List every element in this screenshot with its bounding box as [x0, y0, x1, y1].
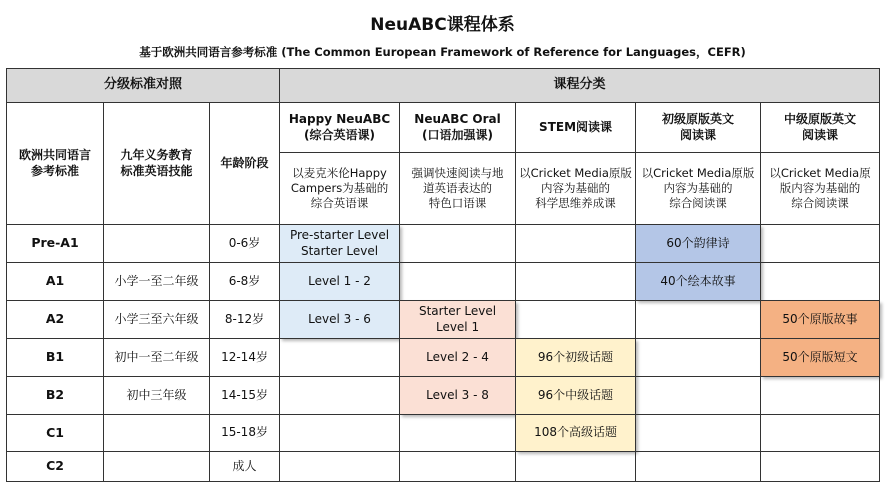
course-desc-happy: 以麦克米伦Happy Campers为基础的 综合英语课 — [280, 153, 400, 225]
empty-cell — [400, 225, 516, 263]
cefr-level: C2 — [7, 452, 104, 482]
header-age: 年龄阶段 — [210, 103, 280, 225]
table-row — [7, 452, 880, 482]
stem-b1-cell: 96个初级话题 — [516, 339, 636, 377]
primary-a1-cell: 40个绘本故事 — [636, 263, 761, 301]
school-standard — [104, 415, 210, 452]
happy-prea1-cell: Pre-starter Level Starter Level — [280, 225, 400, 263]
empty-cell — [280, 452, 400, 482]
cefr-level: Pre-A1 — [7, 225, 104, 263]
table-row — [7, 339, 880, 377]
empty-cell — [761, 415, 880, 452]
empty-cell — [761, 452, 880, 482]
empty-cell — [636, 415, 761, 452]
age-range: 12-14岁 — [210, 339, 280, 377]
oral-a2-cell: Starter Level Level 1 — [400, 301, 516, 339]
cefr-level: C1 — [7, 415, 104, 452]
school-standard — [104, 225, 210, 263]
school-standard: 初中一至二年级 — [104, 339, 210, 377]
age-range: 8-12岁 — [210, 301, 280, 339]
empty-cell — [636, 339, 761, 377]
cefr-level: B2 — [7, 377, 104, 415]
age-range: 15-18岁 — [210, 415, 280, 452]
age-range: 6-8岁 — [210, 263, 280, 301]
course-name-happy: Happy NeuABC (综合英语课) — [280, 103, 400, 153]
intermediate-b1-cell: 50个原版短文 — [761, 339, 880, 377]
course-desc-stem: 以Cricket Media原版 内容为基础的 科学思维养成课 — [516, 153, 636, 225]
table-row — [7, 415, 880, 452]
happy-a2-cell: Level 3 - 6 — [280, 301, 400, 339]
school-standard: 初中三年级 — [104, 377, 210, 415]
stem-b2-cell: 96个中级话题 — [516, 377, 636, 415]
course-name-primary-reading: 初级原版英文 阅读课 — [636, 103, 761, 153]
empty-cell — [400, 415, 516, 452]
empty-cell — [761, 263, 880, 301]
empty-cell — [516, 225, 636, 263]
empty-cell — [516, 452, 636, 482]
intermediate-a2-cell: 50个原版故事 — [761, 301, 880, 339]
school-standard — [104, 452, 210, 482]
empty-cell — [280, 377, 400, 415]
header-course-categories: 课程分类 — [280, 69, 880, 103]
age-range: 成人 — [210, 452, 280, 482]
page-subtitle: 基于欧洲共同语言参考标准 (The Common European Framework of Reference for Languages，CEFR) — [139, 45, 746, 59]
empty-cell — [636, 377, 761, 415]
happy-a1-cell: Level 1 - 2 — [280, 263, 400, 301]
course-desc-primary-reading: 以Cricket Media原版 内容为基础的 综合阅读课 — [636, 153, 761, 225]
school-standard: 小学三至六年级 — [104, 301, 210, 339]
empty-cell — [636, 301, 761, 339]
age-range: 14-15岁 — [210, 377, 280, 415]
table-row — [7, 377, 880, 415]
stem-c1-cell: 108个高级话题 — [516, 415, 636, 452]
table-row — [7, 225, 880, 263]
cefr-level: A2 — [7, 301, 104, 339]
oral-b2-cell: Level 3 - 8 — [400, 377, 516, 415]
age-range: 0-6岁 — [210, 225, 280, 263]
table-row — [7, 263, 880, 301]
empty-cell — [516, 263, 636, 301]
course-name-intermediate-reading: 中级原版英文 阅读课 — [761, 103, 880, 153]
school-standard: 小学一至二年级 — [104, 263, 210, 301]
empty-cell — [400, 263, 516, 301]
cefr-level: A1 — [7, 263, 104, 301]
cefr-level: B1 — [7, 339, 104, 377]
empty-cell — [516, 301, 636, 339]
header-cefr: 欧洲共同语言 参考标准 — [7, 103, 104, 225]
course-name-stem: STEM阅读课 — [516, 103, 636, 153]
empty-cell — [280, 339, 400, 377]
page-title: NeuABC课程体系 — [370, 15, 515, 35]
empty-cell — [280, 415, 400, 452]
table-row — [7, 301, 880, 339]
oral-b1-cell: Level 2 - 4 — [400, 339, 516, 377]
primary-prea1-cell: 60个韵律诗 — [636, 225, 761, 263]
empty-cell — [761, 225, 880, 263]
course-name-oral: NeuABC Oral (口语加强课) — [400, 103, 516, 153]
course-desc-oral: 强调快速阅读与地 道英语表达的 特色口语课 — [400, 153, 516, 225]
curriculum-table — [6, 68, 880, 482]
course-desc-intermediate-reading: 以Cricket Media原 版内容为基础的 综合阅读课 — [761, 153, 880, 225]
header-school-standard: 九年义务教育 标准英语技能 — [104, 103, 210, 225]
header-level-comparison: 分级标准对照 — [7, 69, 280, 103]
empty-cell — [400, 452, 516, 482]
empty-cell — [636, 452, 761, 482]
empty-cell — [761, 377, 880, 415]
